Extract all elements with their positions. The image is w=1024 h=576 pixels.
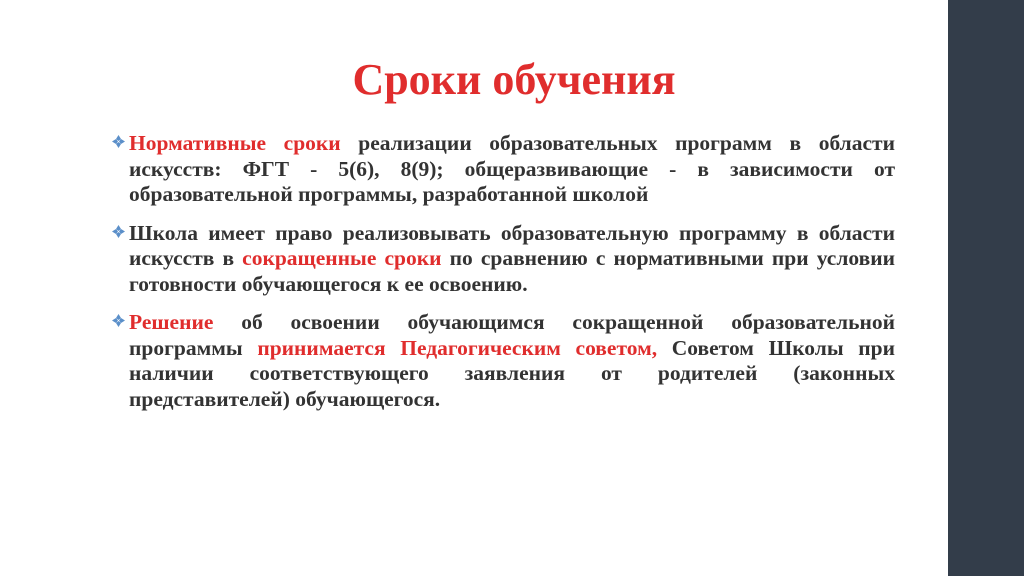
bullet-text: Советом Школы при наличии соответствующего заявления от родителей (законных представителей) обучающегося. bbox=[129, 335, 895, 411]
bullet-text: об освоении обучающимся сокращенной образовательной программы bbox=[129, 310, 895, 360]
bullet-text: по сравнению с нормативными при условии готовности обучающегося к ее освоению. bbox=[129, 246, 895, 296]
slide-title: Сроки обучения bbox=[352, 55, 676, 104]
bullet-highlight: принимается Педагогическим советом, bbox=[257, 335, 658, 360]
bullet-highlight: Решение bbox=[129, 310, 214, 334]
diamond-bullet-icon bbox=[112, 225, 125, 238]
bullet-item-school-right bbox=[112, 221, 895, 298]
bullet-text: Школа имеет право реализовывать образовательную программу в области искусств в bbox=[129, 220, 895, 270]
bullet-text: реализации образовательных программ в области искусств: ФГТ - 5(6), 8(9); общеразвивающие - в зависимости от образовательной программы, разработанной школой bbox=[129, 131, 895, 206]
bullet-highlight: Нормативные сроки bbox=[129, 131, 341, 155]
bullet-item-decision bbox=[112, 310, 895, 412]
bullet-highlight: сокращенные сроки bbox=[242, 246, 442, 270]
diamond-bullet-icon bbox=[112, 314, 125, 327]
bullet-list bbox=[112, 131, 895, 425]
diamond-bullet-icon bbox=[112, 135, 125, 148]
bullet-item-normative-terms bbox=[112, 131, 895, 208]
